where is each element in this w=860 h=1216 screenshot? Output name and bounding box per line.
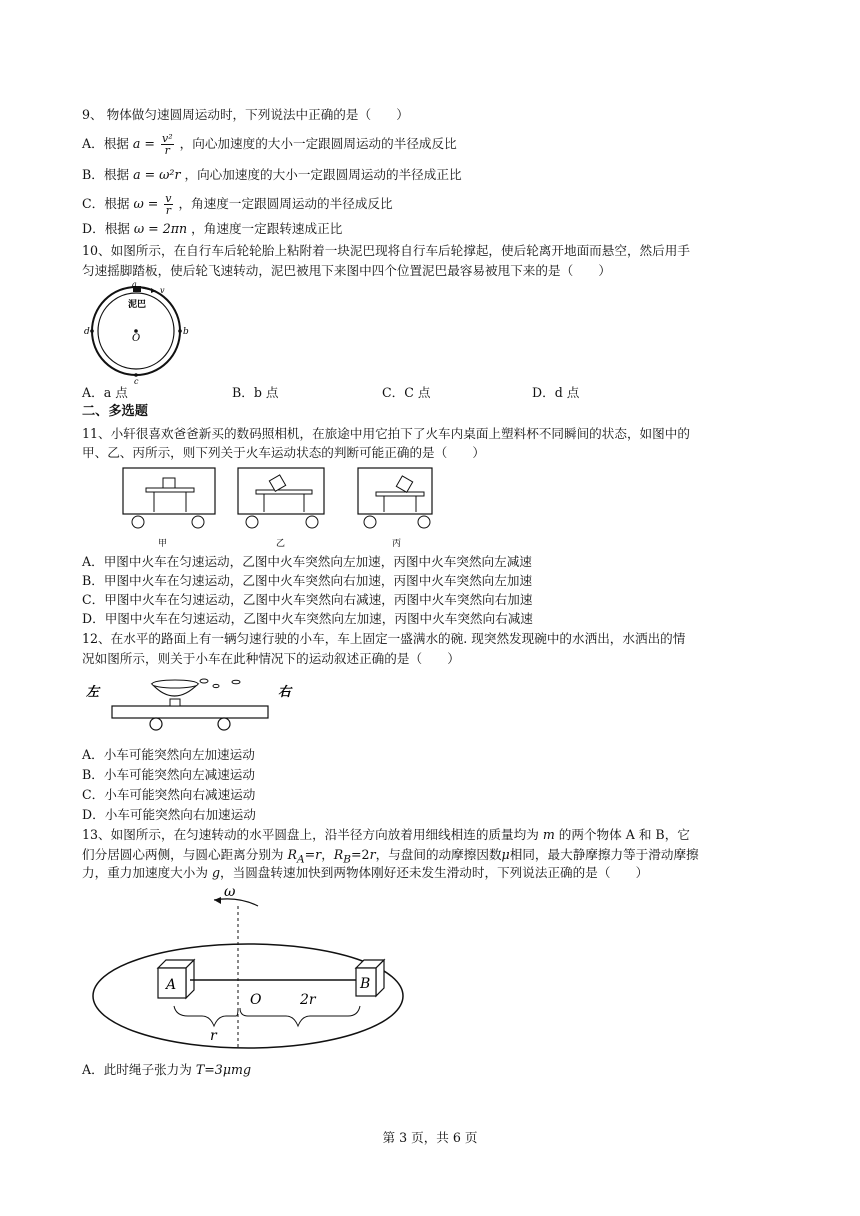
label-d: d [84, 327, 90, 337]
label-a: a [132, 280, 137, 289]
q13-disk-figure [90, 884, 410, 1054]
label-b: b [183, 327, 189, 337]
q9-a-fraction: $\frac{\text{v²}}{r}$ [161, 132, 173, 157]
q12-option-b: B．小车可能突然向左减速运动 [82, 767, 255, 782]
q11-option-d: D．甲图中火车在匀速运动，乙图中火车突然向左加速，丙图中火车突然向右减速 [82, 611, 533, 626]
label-c: c [134, 377, 139, 386]
q9-option-b: B．根据 a = ω²r ，向心加速度的大小一定跟圆周运动的半径成正比 [82, 167, 462, 182]
q10-option-c: C．C 点 [382, 385, 431, 400]
label-o: O [132, 333, 141, 344]
q11-stem-line2: 甲、乙、丙所示，则下列关于火车运动状态的判断可能正确的是（ ） [82, 445, 485, 460]
q12-stem-line1: 12、在水平的路面上有一辆匀速行驶的小车，车上固定一盛满水的碗. 现突然发现碗中的水洒出，水洒出的情 [82, 631, 686, 646]
label-right: 右 [278, 685, 292, 700]
q10-stem-line1: 10、如图所示，在自行车后轮轮胎上粘附着一块泥巴现将自行车后轮撑起，使后轮离开地面而悬空，然后用手 [82, 243, 690, 258]
q13-stem-line3: 力，重力加速度大小为 g，当圆盘转速加快到两物体刚好还未发生滑动时，下列说法正确的是（ ） [82, 865, 649, 880]
q12-stem-line2: 况如图所示，则关于小车在此种情况下的运动叙述正确的是（ ） [82, 651, 460, 666]
label-yi: 乙 [276, 539, 286, 549]
q9-option-d: D．根据 ω = 2πn ，角速度一定跟转速成正比 [82, 221, 343, 236]
q12-cart-figure [86, 670, 296, 740]
label-v: v [160, 286, 165, 295]
train-figure-jia [123, 468, 215, 549]
q10-option-a: A．a 点 [82, 385, 128, 400]
q10-wheel-figure [84, 280, 194, 386]
q11-stem-line1: 11、小轩很喜欢爸爸新买的数码照相机，在旅途中用它拍下了火车内桌面上塑料杯不同瞬间的状态，如图中的 [82, 426, 690, 441]
cart-body [112, 706, 268, 718]
q12-option-c: C．小车可能突然向右减速运动 [82, 787, 256, 802]
q10-stem-line2: 匀速摇脚踏板，使后轮飞速转动，泥巴被甩下来图中四个位置泥巴最容易被甩下来的是（ ） [82, 263, 611, 278]
q12-option-a: A．小车可能突然向左加速运动 [82, 747, 255, 762]
q11-option-c: C．甲图中火车在匀速运动，乙图中火车突然向右减速，丙图中火车突然向右加速 [82, 592, 533, 607]
water-splash [200, 679, 208, 683]
q13-stem-line2: 们分居圆心两侧，与圆心距离分别为 $R_A=r$，$R_B=2r$，与盘间的动摩擦因数μ相同，最大静摩擦力等于滑动摩擦 [82, 847, 699, 866]
brace-2r [240, 1006, 360, 1026]
label-jia: 甲 [158, 539, 168, 549]
label-omega: ω [224, 884, 236, 900]
train-figure-bing [358, 468, 432, 549]
page-footer: 第 3 页，共 6 页 [382, 1130, 478, 1145]
q10-option-b: B．b 点 [232, 385, 279, 400]
q9-stem: 9、 物体做匀速圆周运动时，下列说法中正确的是（ ） [82, 107, 409, 122]
label-b-block: B [360, 976, 371, 992]
brace-r [174, 1006, 238, 1026]
q11-train-figures [118, 466, 438, 552]
block-a [158, 960, 194, 998]
q11-option-a: A．甲图中火车在匀速运动，乙图中火车突然向左加速，丙图中火车突然向左减速 [82, 554, 532, 569]
label-2r: 2r [300, 992, 316, 1008]
label-a-block: A [166, 977, 177, 993]
q13-option-a: A．此时绳子张力为 T=3μmg [82, 1062, 252, 1077]
block-b [356, 960, 384, 996]
section-title: 二、多选题 [82, 404, 148, 419]
train-figure-yi [238, 468, 324, 549]
mud-label: 泥巴 [128, 300, 147, 310]
label-r: r [210, 1028, 217, 1044]
q11-option-b: B．甲图中火车在匀速运动，乙图中火车突然向右加速，丙图中火车突然向左加速 [82, 573, 533, 588]
q9-c-fraction: $\frac{v}{r}$ [165, 192, 172, 217]
q13-stem-line1: 13、如图所示，在匀速转动的水平圆盘上，沿半径方向放着用细线相连的质量均为 m 的两个物体 A 和 B，它 [82, 827, 690, 842]
q9-option-c: C．根据 ω = $\frac{v}{r}$ ，角速度一定跟圆周运动的半径成反比 [82, 192, 393, 217]
label-bing: 丙 [392, 539, 402, 549]
q9-option-a: A．根据 a = $\frac{\text{v²}}{r}$ ，向心加速度的大小一定跟圆周运动的半径成反比 [82, 132, 457, 157]
label-o-center: O [250, 992, 262, 1008]
label-left: 左 [86, 685, 100, 700]
q12-option-d: D．小车可能突然向右加速运动 [82, 807, 256, 822]
q10-option-d: D．d 点 [532, 385, 580, 400]
